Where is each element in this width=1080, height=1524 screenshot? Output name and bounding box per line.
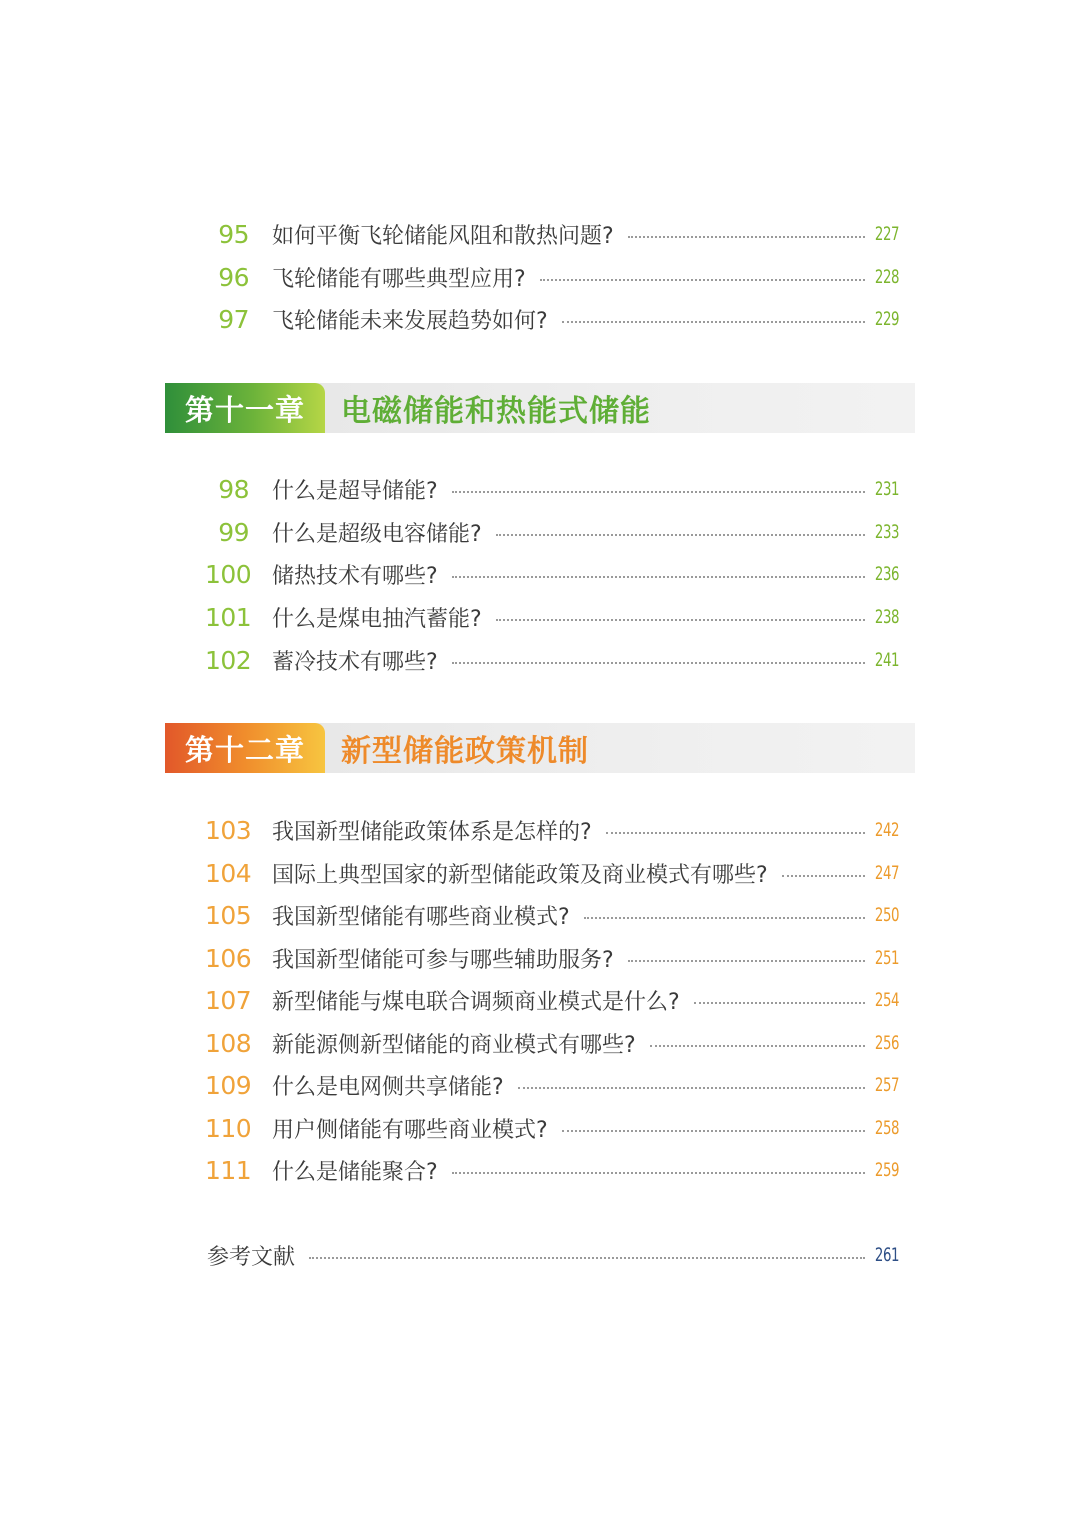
entry-page-number: 229 (874, 308, 899, 330)
dot-leader (496, 534, 865, 536)
toc-entry[interactable] (205, 600, 899, 634)
dot-leader (562, 321, 865, 323)
entry-title: 飞轮储能未来发展趋势如何? (272, 308, 548, 334)
entry-title: 如何平衡飞轮储能风阻和散热问题? (272, 223, 614, 249)
entry-title: 我国新型储能可参与哪些辅助服务? (272, 947, 614, 973)
entry-page-number: 233 (874, 521, 899, 543)
entry-number: 104 (205, 858, 252, 888)
dot-leader (562, 1130, 865, 1132)
entry-title: 我国新型储能有哪些商业模式? (272, 904, 570, 930)
toc-entry[interactable] (205, 1111, 899, 1145)
toc-entry[interactable] (205, 557, 899, 591)
entry-page-number: 259 (874, 1159, 899, 1181)
entry-page-number: 257 (874, 1074, 899, 1096)
chapter-label-tab: 第十二章 (165, 723, 325, 773)
references-page-number: 261 (874, 1244, 899, 1266)
toc-entry[interactable] (205, 813, 899, 847)
entry-page-number: 238 (874, 606, 899, 628)
entry-number: 106 (205, 943, 252, 973)
entry-page-number: 258 (874, 1117, 899, 1139)
entry-title: 什么是超级电容储能? (272, 521, 482, 547)
dot-leader (540, 279, 865, 281)
entry-page-number: 236 (874, 563, 899, 585)
chapter-label-tab: 第十一章 (165, 383, 325, 433)
dot-leader (309, 1257, 865, 1259)
toc-entry[interactable] (205, 643, 899, 677)
entry-page-number: 250 (874, 904, 899, 926)
entry-number: 102 (205, 645, 252, 675)
dot-leader (518, 1087, 865, 1089)
entry-number: 101 (205, 602, 252, 632)
chapter-11-header (165, 383, 915, 433)
entry-number: 99 (218, 517, 249, 547)
toc-entry[interactable] (205, 1153, 899, 1187)
chapter-title: 电磁储能和热能式储能 (341, 394, 651, 429)
dot-leader (694, 1002, 865, 1004)
entry-title: 什么是储能聚合? (272, 1159, 438, 1185)
entry-number: 107 (205, 985, 252, 1015)
dot-leader (452, 576, 865, 578)
entry-page-number: 231 (874, 478, 899, 500)
toc-entry[interactable] (205, 472, 899, 506)
dot-leader (782, 875, 865, 877)
entry-title: 国际上典型国家的新型储能政策及商业模式有哪些? (272, 862, 768, 888)
entry-title: 用户侧储能有哪些商业模式? (272, 1117, 548, 1143)
entry-title: 蓄冷技术有哪些? (272, 649, 438, 675)
entry-title: 飞轮储能有哪些典型应用? (272, 266, 526, 292)
entry-number: 110 (205, 1113, 252, 1143)
toc-entry[interactable] (205, 515, 899, 549)
toc-references-entry[interactable] (205, 1238, 899, 1272)
entry-title: 储热技术有哪些? (272, 563, 438, 589)
entry-number: 97 (218, 304, 249, 334)
entry-page-number: 241 (874, 649, 899, 671)
toc-entry[interactable] (205, 941, 899, 975)
dot-leader (452, 662, 865, 664)
entry-page-number: 256 (874, 1032, 899, 1054)
entry-title: 我国新型储能政策体系是怎样的? (272, 819, 592, 845)
entry-number: 96 (218, 262, 249, 292)
entry-page-number: 242 (874, 819, 899, 841)
dot-leader (628, 236, 865, 238)
entry-number: 100 (205, 559, 252, 589)
entry-title: 新能源侧新型储能的商业模式有哪些? (272, 1032, 636, 1058)
entry-number: 108 (205, 1028, 252, 1058)
toc-entry[interactable] (205, 898, 899, 932)
entry-number: 105 (205, 900, 252, 930)
entry-page-number: 227 (874, 223, 899, 245)
entry-page-number: 251 (874, 947, 899, 969)
entry-number: 109 (205, 1070, 252, 1100)
dot-leader (496, 619, 865, 621)
dot-leader (452, 491, 865, 493)
chapter-12-header (165, 723, 915, 773)
toc-entry[interactable] (205, 983, 899, 1017)
dot-leader (606, 832, 865, 834)
entry-title: 什么是煤电抽汽蓄能? (272, 606, 482, 632)
entry-number: 98 (218, 474, 249, 504)
toc-entry[interactable] (205, 302, 899, 336)
entry-number: 95 (218, 219, 249, 249)
toc-entry[interactable] (205, 217, 899, 251)
entry-page-number: 247 (874, 862, 899, 884)
toc-entry[interactable] (205, 1068, 899, 1102)
dot-leader (628, 960, 865, 962)
entry-title: 什么是超导储能? (272, 478, 438, 504)
entry-title: 新型储能与煤电联合调频商业模式是什么? (272, 989, 680, 1015)
chapter-title: 新型储能政策机制 (341, 734, 589, 769)
dot-leader (584, 917, 865, 919)
toc-entry[interactable] (205, 260, 899, 294)
entry-page-number: 228 (874, 266, 899, 288)
references-title: 参考文献 (207, 1244, 296, 1270)
entry-number: 103 (205, 815, 252, 845)
entry-page-number: 254 (874, 989, 899, 1011)
entry-number: 111 (205, 1155, 252, 1185)
toc-entry[interactable] (205, 856, 899, 890)
entry-title: 什么是电网侧共享储能? (272, 1074, 504, 1100)
dot-leader (650, 1045, 865, 1047)
toc-entry[interactable] (205, 1026, 899, 1060)
dot-leader (452, 1172, 865, 1174)
